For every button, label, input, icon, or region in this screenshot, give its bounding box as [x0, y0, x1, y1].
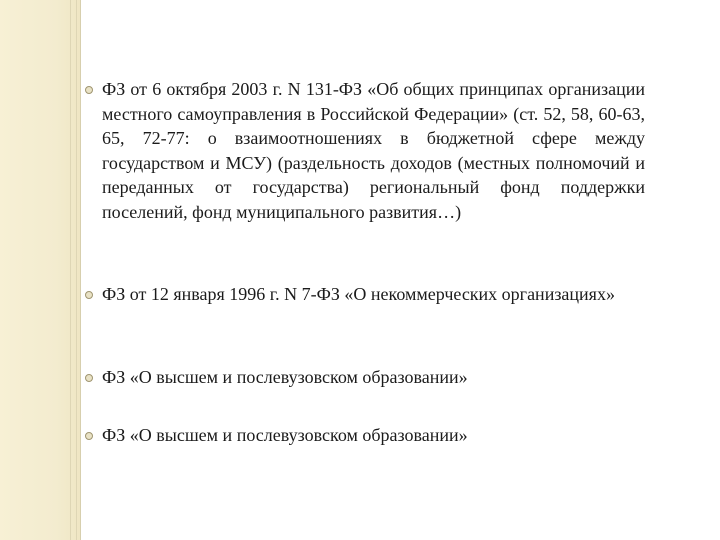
bullet-list — [80, 0, 645, 540]
list-item — [80, 423, 645, 448]
list-item — [80, 77, 645, 224]
decorative-side-line — [76, 0, 77, 540]
bullet-icon — [85, 374, 93, 382]
bullet-icon — [85, 86, 93, 94]
list-item-text: ФЗ «О высшем и послевузовском образовании» — [102, 367, 468, 387]
list-item — [80, 282, 645, 307]
list-item-text: ФЗ «О высшем и послевузовском образовании» — [102, 425, 468, 445]
list-item-text: ФЗ от 12 января 1996 г. N 7-ФЗ «О некоммерческих организациях» — [102, 284, 615, 304]
bullet-icon — [85, 291, 93, 299]
bullet-icon — [85, 432, 93, 440]
list-item-text: ФЗ от 6 октября 2003 г. N 131-ФЗ «Об общих принципах организации местного самоуправления в Российской Федерации» (ст. 52, 58, 60-63, 65, 72-77: о взаимоотношениях в бюджетной сфере между государством и МСУ) (раздельность доходов (местных полномочий и переданных от государства) региональный фонд поддержки поселений, фонд муниципального развития…) — [102, 79, 645, 222]
list-item — [80, 365, 645, 390]
decorative-side-band — [0, 0, 80, 540]
decorative-side-line — [70, 0, 71, 540]
